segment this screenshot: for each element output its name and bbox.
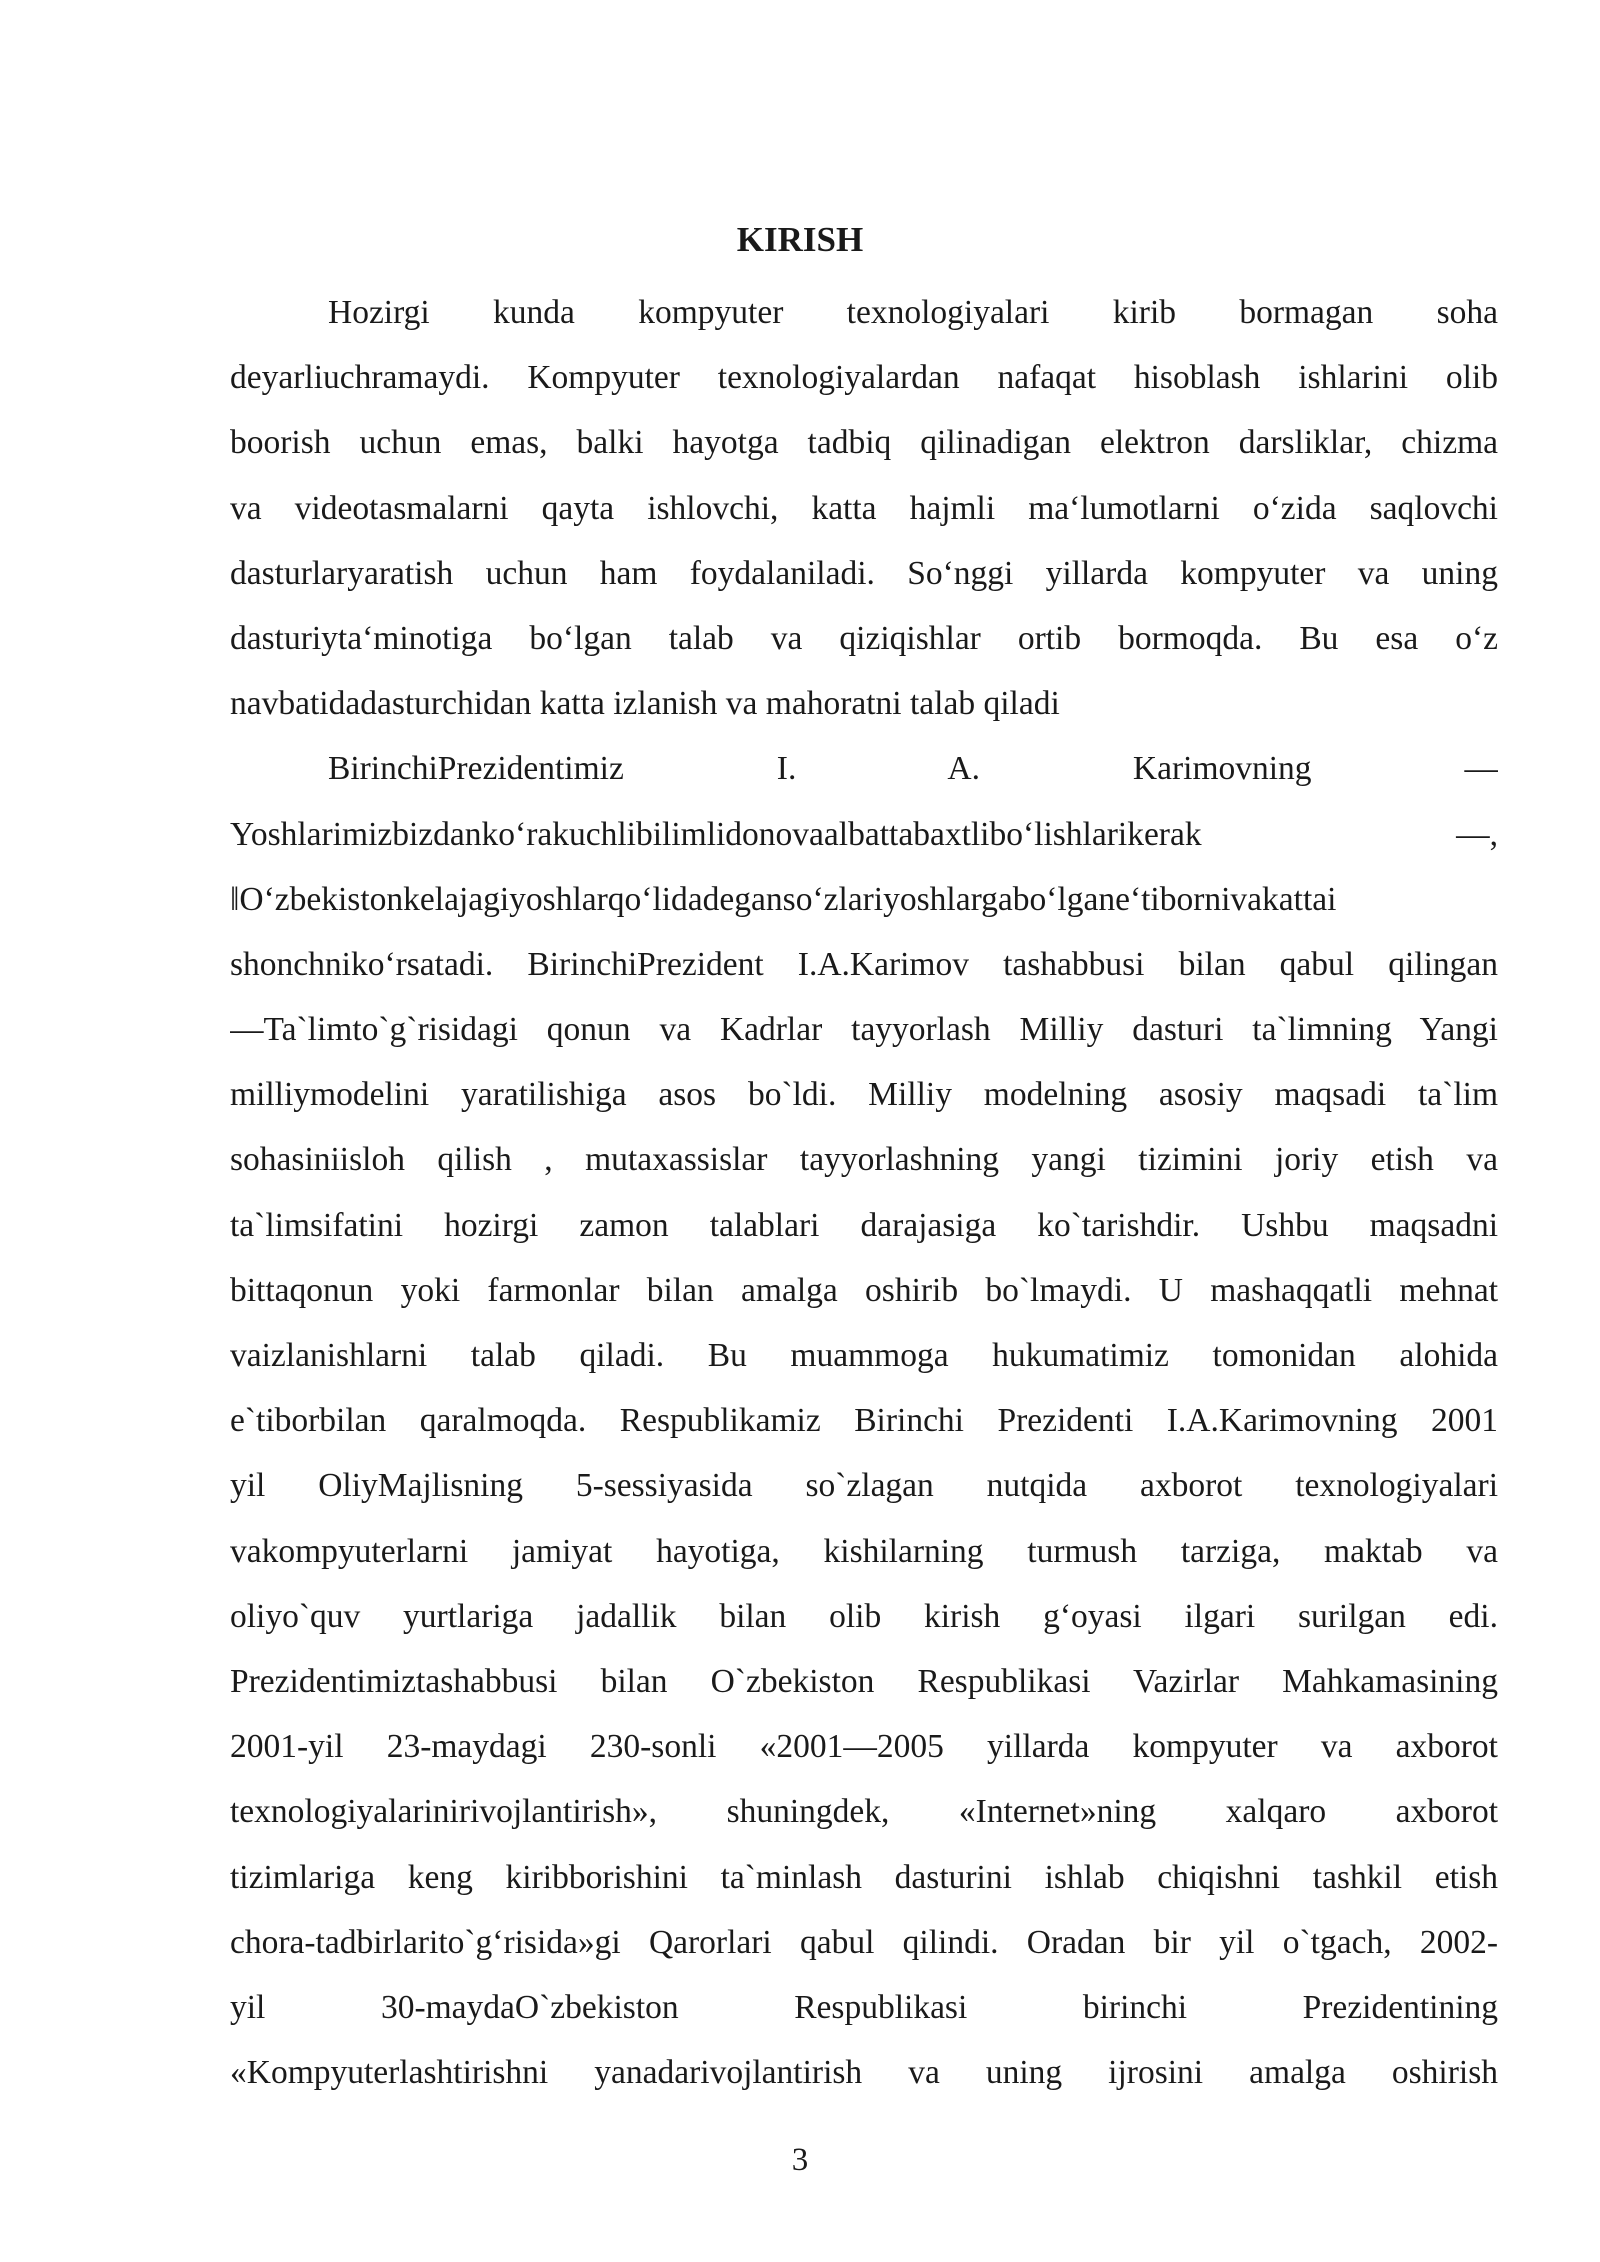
text-line: yil 30-maydaO`zbekiston Respublikasi birinchi Prezidentining [230, 1988, 1498, 2026]
text-line: Prezidentimiztashabbusi bilan O`zbekiston Respublikasi Vazirlar Mahkamasining [230, 1662, 1498, 1700]
text-line: boorish uchun emas, balki hayotga tadbiq qilinadigan elektron darsliklar, chizma [230, 424, 1498, 462]
text-line: BirinchiPrezidentimiz I. A. Karimovning ― [328, 750, 1498, 788]
text-line: ‖Oʻzbekistonkelajagiyoshlarqoʻlidadegansoʻzlariyoshlargaboʻlganeʻtibornivakattai [230, 880, 1337, 918]
text-line: navbatidadasturchidan katta izlanish va mahoratni talab qiladi [230, 685, 1060, 723]
text-line: yil OliyMajlisning 5-sessiyasida so`zlagan nutqida axborot texnologiyalari [230, 1467, 1498, 1505]
body-text [230, 280, 1498, 2105]
text-line: deyarliuchramaydi. Kompyuter texnologiyalardan nafaqat hisoblash ishlarini olib [230, 359, 1498, 397]
text-line: vaizlanishlarni talab qiladi. Bu muammoga hukumatimiz tomonidan alohida [230, 1337, 1498, 1374]
text-line: dasturiytaʻminotiga boʻlgan talab va qiziqishlar ortib bormoqda. Bu esa oʻz [230, 619, 1498, 657]
text-line: va videotasmalarni qayta ishlovchi, katta hajmli maʻlumotlarni oʻzida saqlovchi [230, 489, 1498, 527]
text-line: ―Ta`limto`g`risidagi qonun va Kadrlar tayyorlash Milliy dasturi ta`limning Yangi [230, 1011, 1498, 1049]
page-number: 3 [791, 2142, 809, 2178]
text-line: milliymodelini yaratilishiga asos bo`ldi. Milliy modelning asosiy maqsadi ta`lim [230, 1076, 1498, 1114]
text-line: texnologiyalarinirivojlantirish», shuningdek, «Internet»ning xalqaro axborot [230, 1793, 1498, 1831]
text-line: vakompyuterlarni jamiyat hayotiga, kishilarning turmush tarziga, maktab va [230, 1532, 1498, 1570]
text-line: tizimlariga keng kiribborishini ta`minlash dasturini ishlab chiqishni tashkil etish [230, 1858, 1498, 1896]
text-line: shonchnikoʻrsatadi. BirinchiPrezident I.A.Karimov tashabbusi bilan qabul qilingan [230, 945, 1498, 983]
text-line: e`tiborbilan qaralmoqda. Respublikamiz Birinchi Prezidenti I.A.Karimovning 2001 [230, 1402, 1498, 1440]
text-line: «Kompyuterlashtirishni yanadarivojlantirish va uning ijrosini amalga oshirish [230, 2054, 1498, 2092]
text-line: oliyo`quv yurtlariga jadallik bilan olib kirish gʻoyasi ilgari surilgan edi. [230, 1597, 1498, 1635]
text-line: ta`limsifatini hozirgi zamon talablari darajasiga ko`tarishdir. Ushbu maqsadni [230, 1206, 1498, 1244]
text-line: dasturlaryaratish uchun ham foydalaniladi. Soʻnggi yillarda kompyuter va uning [230, 554, 1498, 592]
text-line: bittaqonun yoki farmonlar bilan amalga oshirib bo`lmaydi. U mashaqqatli mehnat [230, 1271, 1498, 1309]
text-line: 2001-yil 23-maydagi 230-sonli «2001—2005 yillarda kompyuter va axborot [230, 1728, 1498, 1766]
text-line: Hozirgi kunda kompyuter texnologiyalari kirib bormagan soha [328, 294, 1498, 331]
page-title: KIRISH [736, 220, 864, 259]
text-line: chora-tadbirlarito`gʻrisida»gi Qarorlari qabul qilindi. Oradan bir yil o`tgach, 2002- [230, 1923, 1498, 1961]
text-line: sohasiniisloh qilish , mutaxassislar tayyorlashning yangi tizimini joriy etish va [230, 1141, 1498, 1179]
text-line: Yoshlarimizbizdankoʻrakuchlibilimlidonovaalbattabaxtliboʻlishlarikerak ―, [230, 815, 1498, 853]
